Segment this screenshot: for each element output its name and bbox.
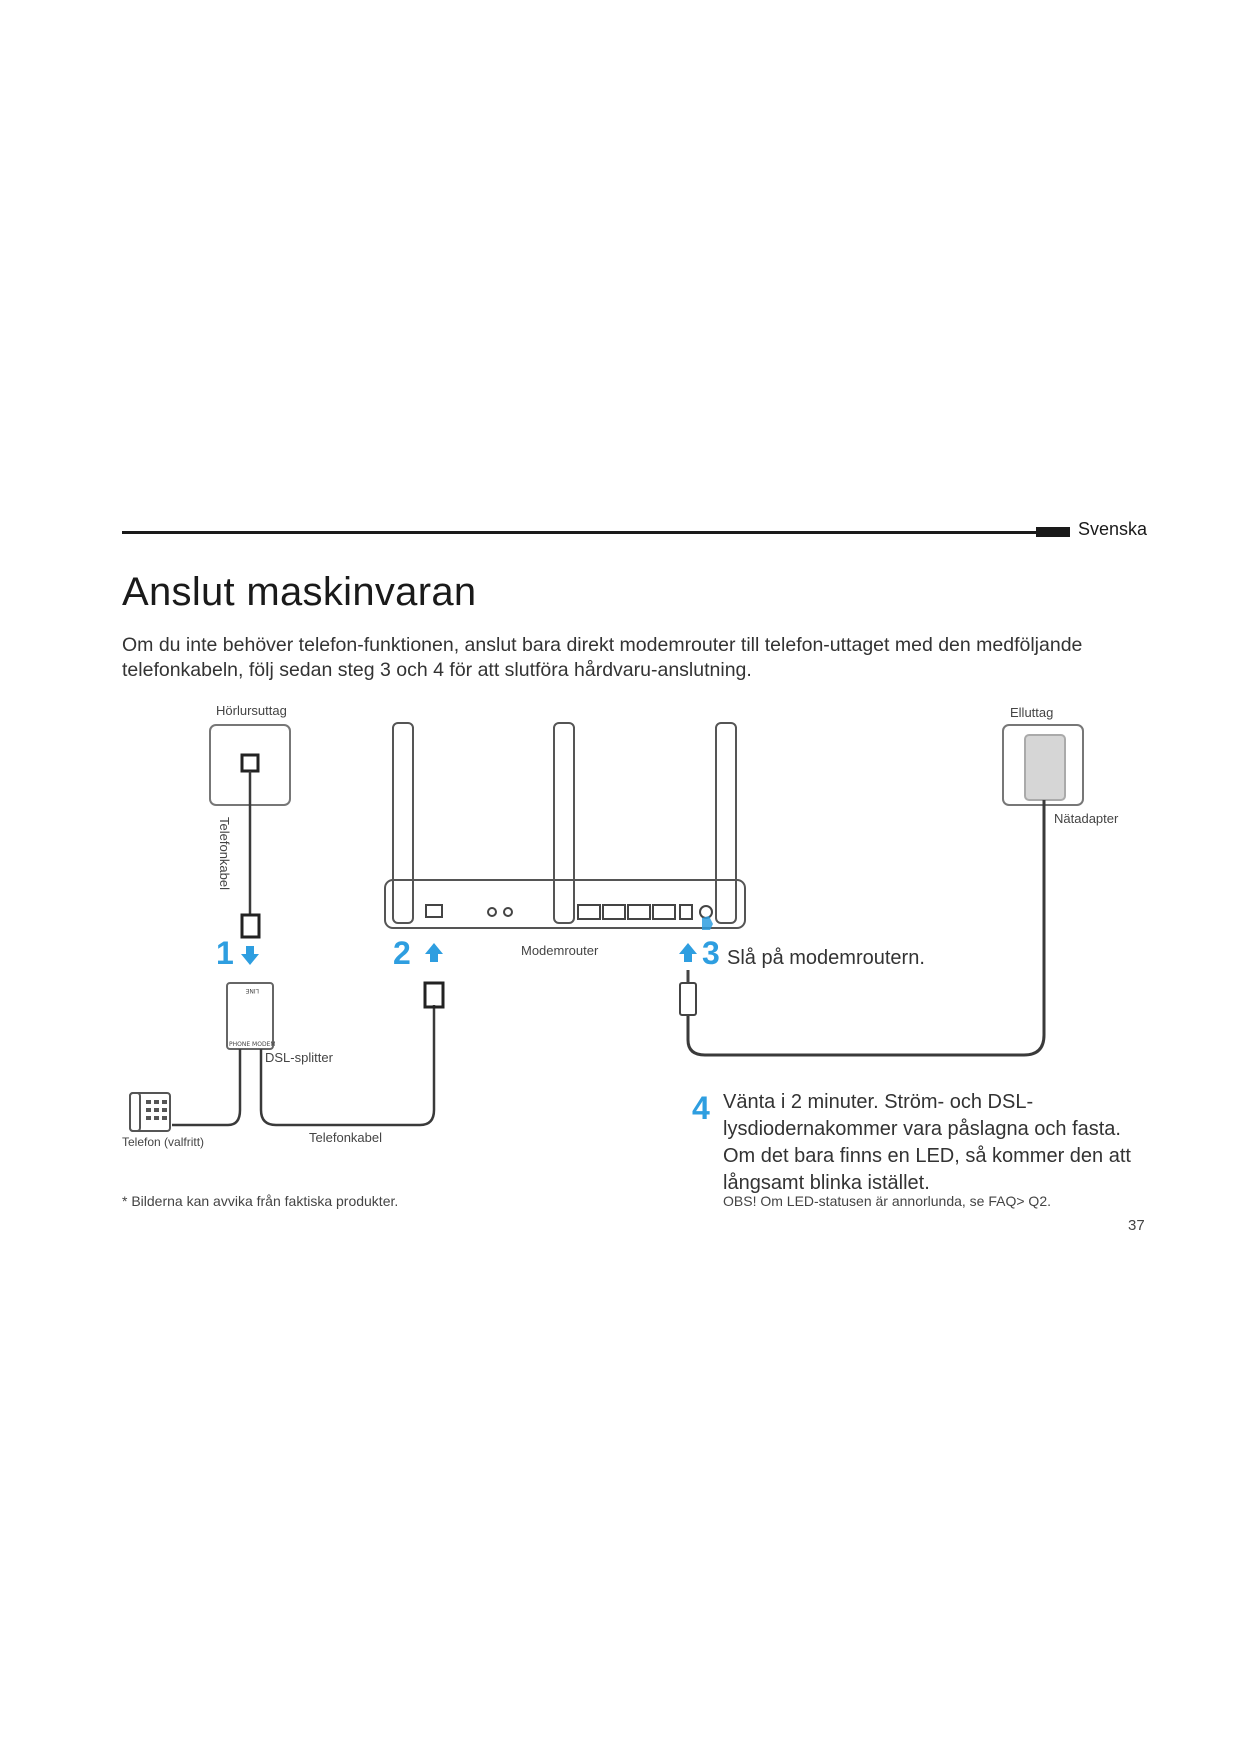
splitter-bottom-text: PHONE MODEM [229,1041,276,1048]
phone-to-splitter-cable [172,1049,240,1125]
dsl-splitter-label: DSL-splitter [265,1050,333,1065]
step-2-number: 2 [393,935,411,971]
power-outlet-label: Elluttag [1010,705,1054,720]
phone-label: Telefon (valfritt) [122,1135,205,1149]
lan-port-3 [628,905,650,919]
language-label: Svenska [1078,519,1148,539]
phone-jack-label: Hörlursuttag [216,703,287,718]
obs-note: OBS! Om LED-statusen är annorlunda, se FAQ> Q2. [723,1193,1051,1209]
router-power-port [680,905,692,919]
antenna-right [716,723,736,923]
power-plug [680,983,696,1015]
lan-port-1 [578,905,600,919]
router-button-2 [504,908,512,916]
antenna-middle [554,723,574,923]
step-3-number: 3 [702,935,720,971]
phone-handset [130,1093,140,1131]
lan-port-4 [653,905,675,919]
splitter-to-router-cable [261,1005,434,1125]
lan-port-2 [603,905,625,919]
phone-cable-label: Telefonkabel [309,1130,382,1145]
phone-keypad-icon [146,1100,167,1120]
phone-cable-plug [242,915,259,937]
router-power-button [700,906,712,918]
intro-paragraph: Om du inte behöver telefon-funktionen, anslut bara direkt modemrouter till telefon-uttaget med den medföljande telefonkabeln, följ sedan steg 3 och 4 för att slutföra hårdvaru-anslutning. [122,634,1083,681]
page-title: Anslut maskinvaran [122,570,477,614]
page-number: 37 [1128,1217,1145,1234]
step-1-number: 1 [216,935,234,971]
step-4-number: 4 [692,1090,710,1126]
step-2-arrow-icon [425,943,443,962]
phone-jack-port [242,755,258,771]
power-adapter-label: Nätadapter [1054,811,1119,826]
antenna-left [393,723,413,923]
footnote: * Bilderna kan avvika från faktiska produkter. [122,1193,399,1209]
step-3-arrow-icon [679,943,697,962]
modem-router-label: Modemrouter [521,943,599,958]
router-line-port [426,905,442,917]
power-adapter [1025,735,1065,800]
router-line-plug [425,983,443,1007]
step-3-text: Slå på modemroutern. [727,947,925,969]
step-4-text: Vänta i 2 minuter. Ström- och DSL-lysdiodernakommer vara påslagna och fasta. Om det bara finns en LED, så kommer den att långsamt blinka istället. [723,1091,1131,1194]
router-button-1 [488,908,496,916]
phone-cable-vertical-label: Telefonkabel [217,817,232,890]
splitter-top-text: LINE [245,987,259,994]
step-1-arrow-icon [241,946,259,965]
